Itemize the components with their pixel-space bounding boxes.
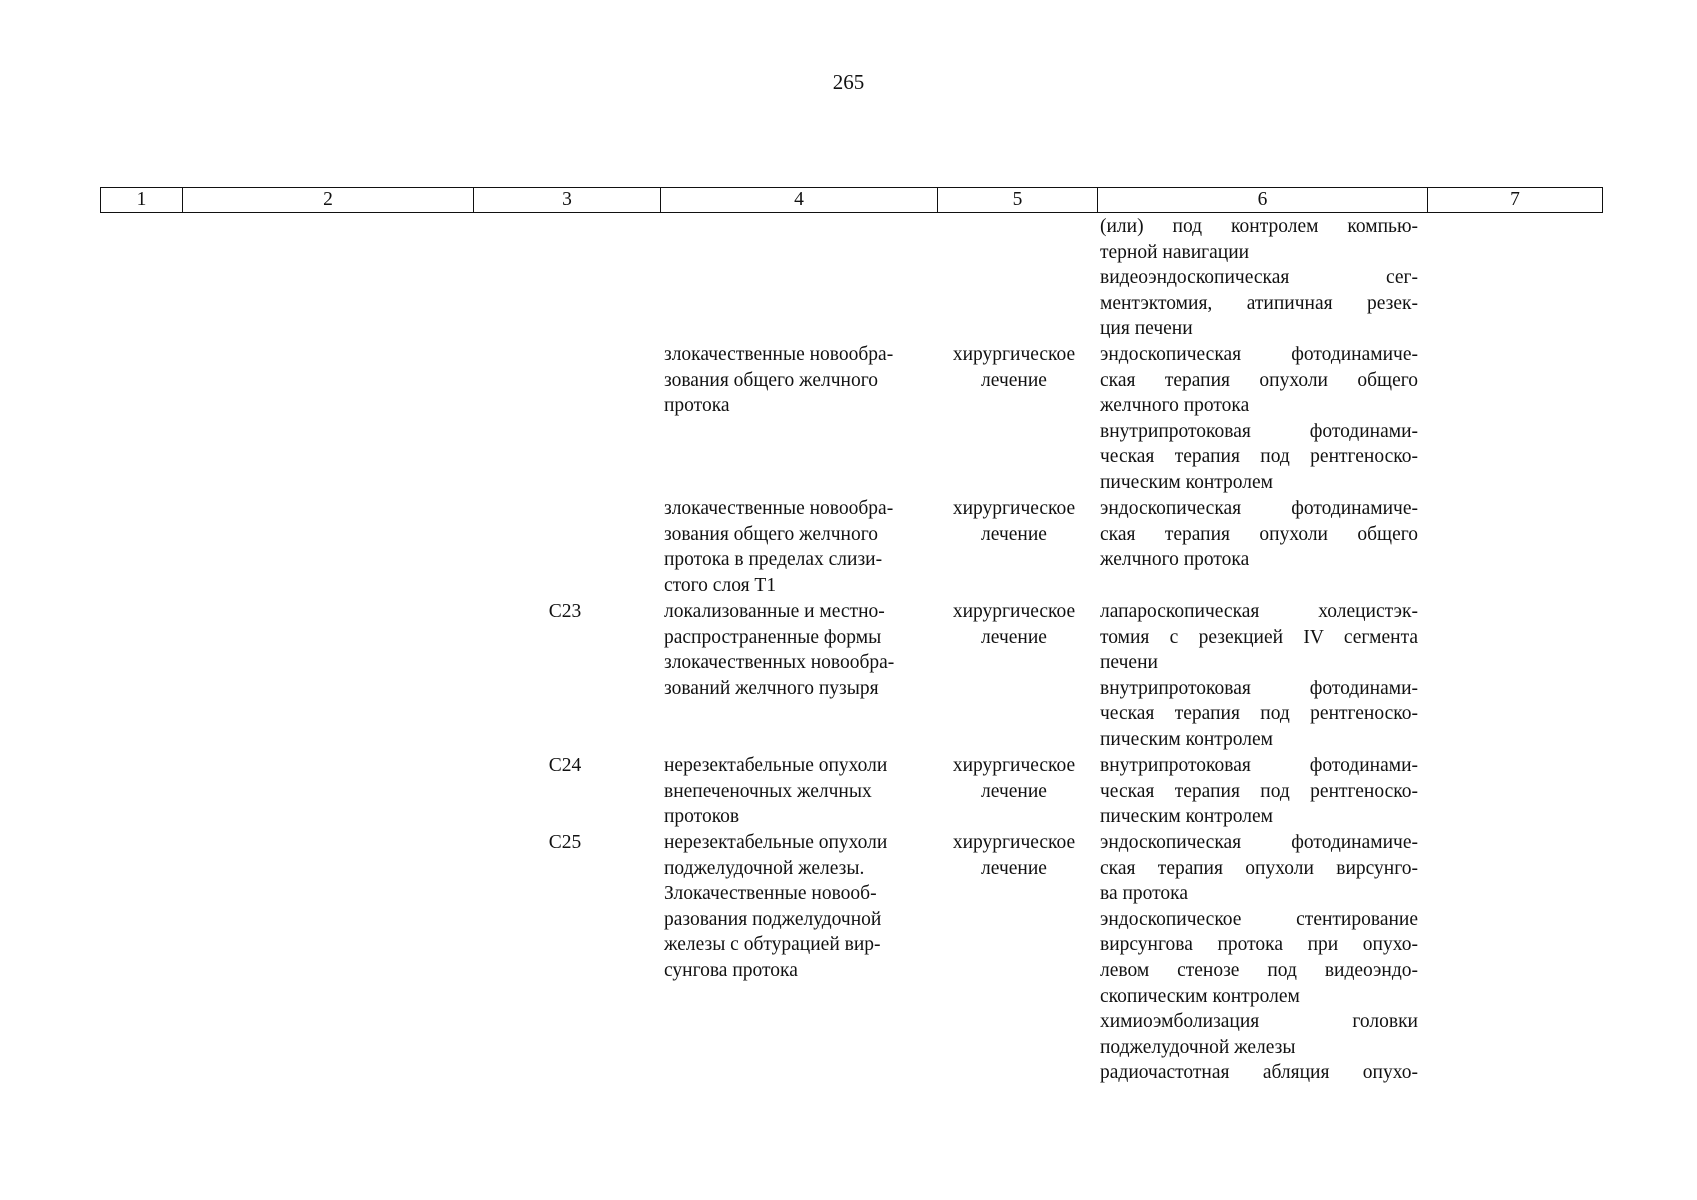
diagnosis-line: протока в пределах слизи-: [664, 549, 883, 571]
diagnosis-line: локализованные и местно-: [664, 601, 885, 622]
row-3-code: С23: [548, 601, 582, 622]
diagnosis-line: нерезектабельные опухоли: [664, 755, 888, 776]
method-line: желчного протока: [1100, 395, 1250, 417]
treatment-line: хирургическое: [952, 601, 1076, 622]
method-line: томия с резекцией IV сегмента: [1100, 626, 1418, 648]
row-3-methods: [1100, 599, 1418, 753]
diagnosis-line: внепеченочных желчных: [664, 780, 872, 802]
method-line: ва протока: [1100, 883, 1189, 905]
diagnosis-line: распространенные формы: [664, 626, 882, 648]
method-line: ческая терапия под рентгеноско-: [1100, 703, 1418, 725]
treatment-line: лечение: [981, 780, 1047, 802]
header-col-6: 6: [1098, 188, 1428, 213]
treatment-line: лечение: [981, 857, 1047, 879]
row-2-methods: [1100, 496, 1418, 573]
method-line: ческая терапия под рентгеноско-: [1100, 780, 1418, 802]
header-col-4: 4: [661, 188, 938, 213]
treatment-line: лечение: [981, 626, 1047, 648]
method-line: пическим контролем: [1100, 806, 1273, 828]
method-line: скопическим контролем: [1100, 985, 1300, 1007]
method-line: химиоэмболизация головки: [1100, 1011, 1418, 1033]
treatment-line: лечение: [981, 369, 1047, 391]
treatment-line: хирургическое: [952, 498, 1076, 519]
row-2-treatment: [938, 496, 1090, 547]
method-line: эндоскопическая фотодинамиче-: [1100, 498, 1418, 519]
row-1-methods: [1100, 342, 1418, 496]
treatment-line: хирургическое: [952, 344, 1076, 365]
method-line: лапароскопическая холецистэк-: [1100, 601, 1418, 622]
method-line: пическим контролем: [1100, 728, 1273, 750]
header-col-7: 7: [1428, 188, 1603, 213]
method-line: эндоскопическая фотодинамиче-: [1100, 344, 1418, 365]
header-col-2: 2: [183, 188, 474, 213]
row-4-code: С24: [548, 755, 582, 776]
method-line: эндоскопическое стентирование: [1100, 908, 1418, 930]
method-line: ская терапия опухоли вирсунго-: [1100, 857, 1418, 879]
method-line: ческая терапия под рентгеноско-: [1100, 446, 1418, 468]
row-3-treatment: [938, 599, 1090, 650]
header-col-1: 1: [101, 188, 183, 213]
treatment-line: хирургическое: [952, 832, 1076, 853]
row-1-treatment: [938, 342, 1090, 393]
diagnosis-line: стого слоя Т1: [664, 574, 777, 596]
row-4-treatment: [938, 753, 1090, 804]
method-line: внутрипротоковая фотодинами-: [1100, 755, 1418, 776]
method-line: (или) под контролем компью-: [1100, 216, 1418, 237]
row-5-code: С25: [548, 832, 582, 853]
diagnosis-line: железы с обтурацией вир-: [664, 934, 881, 956]
header-col-3: 3: [474, 188, 661, 213]
diagnosis-line: Злокачественные новооб-: [664, 883, 877, 905]
diagnosis-line: зования общего желчного: [664, 369, 878, 391]
table-header: [100, 187, 1603, 213]
diagnosis-line: зований желчного пузыря: [664, 677, 879, 699]
method-line: желчного протока: [1100, 549, 1250, 571]
method-line: печени: [1100, 652, 1158, 674]
diagnosis-line: зования общего желчного: [664, 523, 878, 545]
row-5-treatment: [938, 830, 1090, 881]
row-1-diagnosis: [664, 342, 922, 419]
diagnosis-line: злокачественные новообра-: [664, 344, 894, 365]
treatment-line: лечение: [981, 523, 1047, 545]
method-line: поджелудочной железы: [1100, 1036, 1296, 1058]
diagnosis-line: сунгова протока: [664, 959, 798, 981]
method-line: ция печени: [1100, 318, 1193, 340]
treatment-line: хирургическое: [952, 755, 1076, 776]
row-3-diagnosis: [664, 599, 922, 701]
method-line: ская терапия опухоли общего: [1100, 523, 1418, 545]
row-5-diagnosis: [664, 830, 922, 984]
diagnosis-line: злокачественных новообра-: [664, 652, 895, 674]
row-2-diagnosis: [664, 496, 922, 598]
method-line: внутрипротоковая фотодинами-: [1100, 677, 1418, 699]
method-line: пическим контролем: [1100, 471, 1273, 493]
method-line: терной навигации: [1100, 241, 1250, 263]
diagnosis-line: протока: [664, 395, 730, 417]
diagnosis-line: протоков: [664, 806, 740, 828]
header-row: [101, 188, 1603, 213]
method-line: вирсунгова протока при опухо-: [1100, 934, 1418, 956]
row-4-diagnosis: [664, 753, 922, 830]
method-line: внутрипротоковая фотодинами-: [1100, 420, 1418, 442]
method-line: эндоскопическая фотодинамиче-: [1100, 832, 1418, 853]
method-line: ская терапия опухоли общего: [1100, 369, 1418, 391]
diagnosis-line: злокачественные новообра-: [664, 498, 894, 519]
diagnosis-line: поджелудочной железы.: [664, 857, 865, 879]
row-4-methods: [1100, 753, 1418, 830]
method-line: видеоэндоскопическая сег-: [1100, 267, 1418, 289]
method-line: левом стенозе под видеоэндо-: [1100, 959, 1418, 981]
row-0-methods: [1100, 214, 1418, 342]
method-line: ментэктомия, атипичная резек-: [1100, 292, 1418, 314]
row-5-methods: [1100, 830, 1418, 1086]
header-col-5: 5: [938, 188, 1098, 213]
page-number: 265: [832, 70, 865, 94]
diagnosis-line: нерезектабельные опухоли: [664, 832, 888, 853]
method-line: радиочастотная абляция опухо-: [1100, 1062, 1418, 1084]
diagnosis-line: разования поджелудочной: [664, 908, 882, 930]
